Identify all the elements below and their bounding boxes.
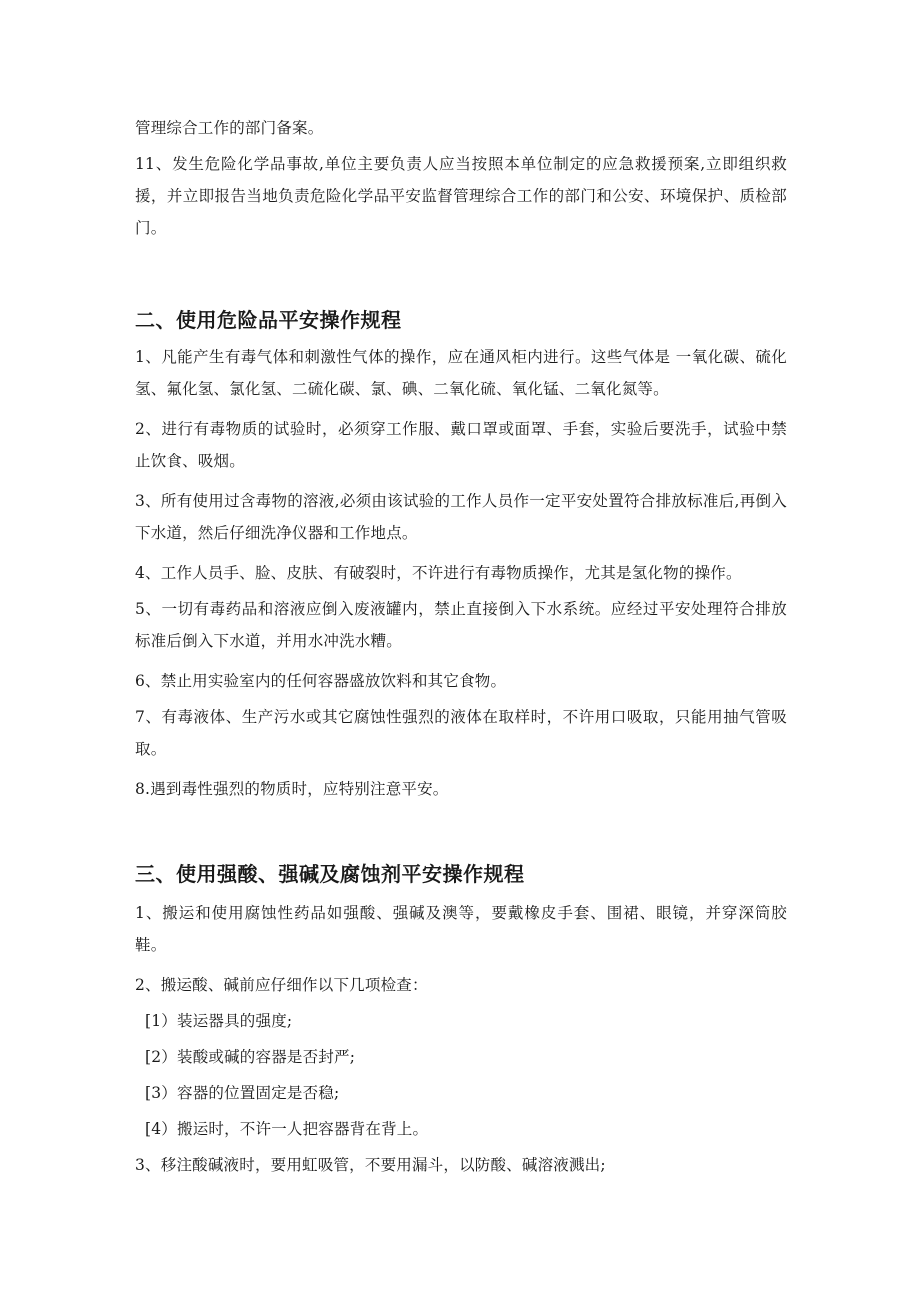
s2-item-6: 6、禁止用实验室内的任何容器盛放饮料和其它食物。 — [135, 672, 507, 690]
s3-check-3: [3）容器的位置固定是否稳; — [145, 1084, 340, 1102]
s3-item-1: 1、搬运和使用腐蚀性药品如强酸、强碱及澳等，要戴橡皮手套、围裙、眼镜，并穿深筒胶鞋。 — [135, 904, 787, 954]
s2-item-2: 2、进行有毒物质的试验时，必须穿工作服、戴口罩或面罩、手套，实验后要洗手，试验中禁止饮食、吸烟。 — [135, 420, 787, 470]
paragraph-item-11: 11、发生危险化学品事故,单位主要负责人应当按照本单位制定的应急救援预案,立即组织救援，并立即报告当地负责危险化学品平安监督管理综合工作的部门和公安、环境保护、质检部门。 — [135, 155, 787, 237]
s3-check-2: [2）装酸或碱的容器是否封严; — [145, 1048, 356, 1066]
s2-item-1: 1、凡能产生有毒气体和刺激性气体的操作，应在通风柜内进行。这些气体是 一氧化碳、硫化氢、氟化氢、氯化氢、二硫化碳、氯、碘、二氧化硫、氧化锰、二氧化氮等。 — [135, 348, 787, 398]
paragraph-continuation: 管理综合工作的部门备案。 — [135, 119, 324, 137]
s2-item-5: 5、一切有毒药品和溶液应倒入废液罐内，禁止直接倒入下水系统。应经过平安处理符合排放标准后倒入下水道，并用水冲洗水糟。 — [135, 600, 787, 650]
s3-item-2: 2、搬运酸、碱前应仔细作以下几项检查： — [135, 976, 428, 994]
s3-check-4: [4）搬运时，不许一人把容器背在背上。 — [145, 1120, 429, 1138]
section-heading-3: 三、使用强酸、强碱及腐蚀剂平安操作规程 — [135, 862, 525, 886]
s3-check-1: [1）装运器具的强度; — [145, 1012, 293, 1030]
s2-item-8: 8.遇到毒性强烈的物质时，应特别注意平安。 — [135, 780, 449, 798]
s2-item-7: 7、有毒液体、生产污水或其它腐蚀性强烈的液体在取样时，不许用口吸取，只能用抽气管吸取。 — [135, 708, 787, 758]
s2-item-4: 4、工作人员手、脸、皮肤、有破裂时，不许进行有毒物质操作，尤其是氢化物的操作。 — [135, 564, 742, 582]
s2-item-3: 3、所有使用过含毒物的溶液,必须由该试验的工作人员作一定平安处置符合排放标准后,再倒入下水道，然后仔细洗净仪器和工作地点。 — [135, 492, 787, 542]
section-heading-2: 二、使用危险品平安操作规程 — [135, 308, 402, 332]
s3-item-3: 3、移注酸碱液时，要用虹吸管，不要用漏斗，以防酸、碱溶液溅出; — [135, 1156, 606, 1174]
